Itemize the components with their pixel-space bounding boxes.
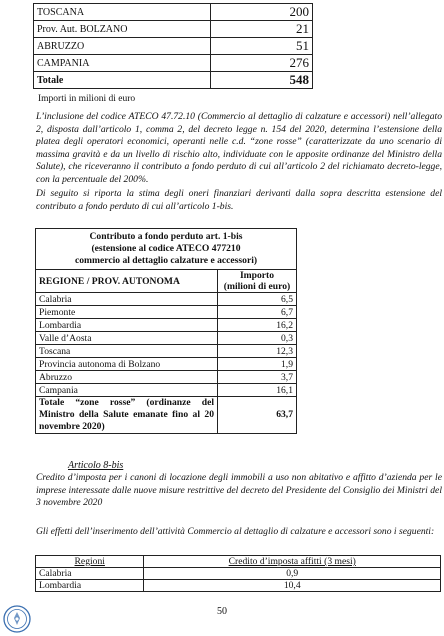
amount-header-line: (milioni di euro)	[223, 281, 291, 292]
region-name: Lombardia	[36, 580, 144, 592]
amount-header-line: Importo	[239, 270, 275, 281]
table-row	[36, 371, 297, 384]
region-name: Prov. Aut. BOLZANO	[34, 21, 211, 38]
region-value: 0,3	[218, 332, 297, 345]
region-value: 21	[211, 21, 313, 38]
total-value: 63,7	[218, 397, 297, 434]
region-name: Piemonte	[36, 306, 218, 319]
credit-column-header: Credito d’imposta affitti (3 mesi)	[144, 556, 441, 568]
total-label: Totale “zone rosse” (ordinanze del Ministro della Salute emanate fino al 20 novembre 2020)	[36, 397, 218, 434]
amount-unit-note: Importi in milioni di euro	[38, 94, 136, 104]
region-value: 276	[211, 55, 313, 72]
table-header-row	[36, 556, 441, 568]
table-caption-row	[36, 229, 297, 270]
estimate-intro-paragraph: Di seguito si riporta la stima degli oneri finanziari derivanti dalla sopra descritta estensione del contributo a fondo perduto di cui all’articolo 1-bis.	[36, 188, 442, 212]
region-name: Lombardia	[36, 319, 218, 332]
region-value: 12,3	[218, 345, 297, 358]
region-value: 6,5	[218, 293, 297, 306]
region-value: 10,4	[144, 580, 441, 592]
table-row	[36, 345, 297, 358]
table-row	[36, 332, 297, 345]
region-name: Calabria	[36, 293, 218, 306]
caption-line: (estensione al codice ATECO 477210	[91, 243, 241, 254]
region-name: ABRUZZO	[34, 38, 211, 55]
table-row	[36, 293, 297, 306]
table-row	[36, 384, 297, 397]
region-name: Provincia autonoma di Bolzano	[36, 358, 218, 371]
article-title: Articolo 8-bis	[68, 460, 124, 471]
table-row	[34, 4, 313, 21]
tax-credit-table	[35, 555, 441, 592]
page-number: 50	[217, 606, 227, 617]
table-row	[34, 38, 313, 55]
region-name: Calabria	[36, 568, 144, 580]
contribution-table	[35, 228, 297, 434]
table-row	[34, 55, 313, 72]
region-column-header: REGIONE / PROV. AUTONOMA	[36, 270, 218, 293]
table-row	[36, 580, 441, 592]
caption-line: Contributo a fondo perduto art. 1-bis	[89, 231, 243, 242]
region-value: 200	[211, 4, 313, 21]
region-value: 1,9	[218, 358, 297, 371]
region-name: TOSCANA	[34, 4, 211, 21]
table-row	[36, 319, 297, 332]
table-header-row	[36, 270, 297, 293]
effects-intro-paragraph: Gli effetti dell’inserimento dell’attività Commercio al dettaglio di calzature e accessori sono i seguenti:	[36, 526, 435, 537]
table-row	[34, 21, 313, 38]
region-value: 51	[211, 38, 313, 55]
region-name: Toscana	[36, 345, 218, 358]
region-value: 16,2	[218, 319, 297, 332]
ateco-inclusion-paragraph: L’inclusione del codice ATECO 47.72.10 (Commercio al dettaglio di calzature e accessori) nell’allegato 2, disposta dall’articolo 1, comma 2, del decreto legge n. 154 del 2020, determina l’estensione della platea degli operatori economici, operanti nelle c.d. “zone rosse” (caratterizzate da uno scenario di massima gravità e da un livello di rischio alto, individuate con le apposite ordinanze del Ministro della Salute), che riceveranno il contributo a fondo perduto di cui all’articolo 2 del richiamato decreto-legge, con la percentuale del 200%.	[36, 111, 442, 185]
region-value: 16,1	[218, 384, 297, 397]
region-name: Abruzzo	[36, 371, 218, 384]
table-total-row	[34, 72, 313, 89]
table-total-row	[36, 397, 297, 434]
article-description-paragraph: Credito d’imposta per i canoni di locazione degli immobili a uso non abitativo e affitto d’azienda per le imprese interessate dalle nuove misure restrittive del decreto del Presidente del Consiglio dei Ministri del 3 novembre 2020	[36, 472, 442, 508]
table-row	[36, 306, 297, 319]
regions-summary-table	[33, 3, 313, 89]
regions-column-header: Regioni	[36, 556, 144, 568]
caption-line: commercio al dettaglio calzature e accessori)	[74, 255, 258, 266]
total-label: Totale	[34, 72, 211, 89]
region-name: CAMPANIA	[34, 55, 211, 72]
region-value: 6,7	[218, 306, 297, 319]
region-value: 0,9	[144, 568, 441, 580]
region-name: Campania	[36, 384, 218, 397]
region-value: 3,7	[218, 371, 297, 384]
table-row	[36, 358, 297, 371]
table-caption	[36, 229, 297, 270]
region-name: Valle d’Aosta	[36, 332, 218, 345]
amount-column-header	[218, 270, 297, 293]
table-row	[36, 568, 441, 580]
total-value: 548	[211, 72, 313, 89]
